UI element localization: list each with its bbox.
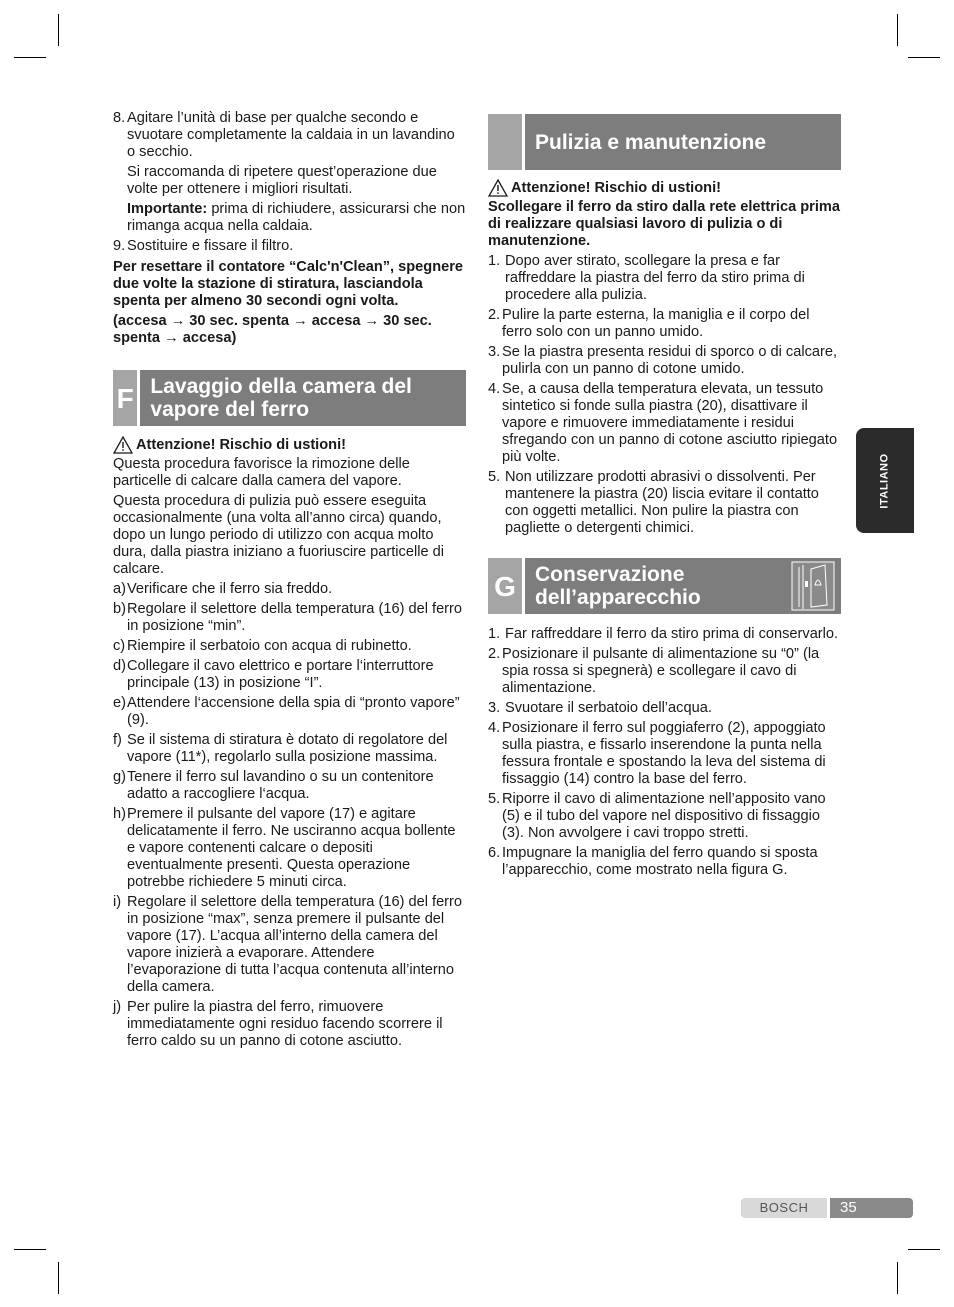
list-item: h) Premere il pulsante del vapore (17) e agitare delicatamente il ferro. Ne usciranno acqua bollente e vapore contenenti calcare o depositi eventualmente presenti. Questa operazione potrebbe richiedere 5 minuti circa. bbox=[113, 806, 456, 890]
list-item: 2. Posizionare il pulsante di alimentazione su “0” (la spia rossa si spegnerà) e scollegare il cavo di alimentazione. bbox=[488, 646, 820, 696]
left-column bbox=[113, 110, 466, 1053]
list-item: 1. Far raffreddare il ferro da stiro prima di conservarlo. bbox=[488, 626, 839, 642]
crop-mark bbox=[897, 1262, 898, 1294]
list-item: 5. Riporre il cavo di alimentazione nell’apposito vano (5) e il tubo del vapore nel dispositivo di fissaggio (3). Non avvolgere i cavi troppo stretti. bbox=[488, 791, 826, 841]
unplug-warning: Scollegare il ferro da stiro dalla rete elettrica prima di realizzare qualsiasi lavoro di pulizia o di manutenzione. bbox=[488, 199, 841, 249]
crop-mark bbox=[14, 57, 46, 58]
list-item: 1. Dopo aver stirato, scollegare la presa e far raffreddare la piastra del ferro da stiro prima di procedere alla pulizia. bbox=[488, 253, 805, 303]
list-item: 5. Non utilizzare prodotti abrasivi o dissolventi. Per mantenere la piastra (20) liscia evitare il contatto con oggetti metallici. Non pulire la piastra con pagliette o detergenti chimici. bbox=[488, 469, 819, 536]
language-tab bbox=[856, 428, 914, 533]
crop-mark bbox=[58, 14, 59, 46]
list-item: 4. Posizionare il ferro sul poggiaferro (2), appoggiato sulla piastra, e fissarlo inserendone la punta nella fessura frontale e spostando la leva del sistema di fissaggio (14) contro la base del ferro. bbox=[488, 720, 826, 787]
right-column bbox=[488, 114, 841, 882]
warning-icon bbox=[113, 436, 133, 454]
list-item: 9. Sostituire e fissare il filtro. bbox=[113, 238, 294, 254]
section-letter-blank bbox=[488, 114, 525, 170]
page-number: 35 bbox=[830, 1198, 913, 1218]
intro-text: Questa procedura favorisce la rimozione delle particelle di calcare dalla camera del vapore. bbox=[113, 456, 410, 489]
list-item: 8. Agitare l’unità di base per qualche secondo e svuotare completamente la caldaia in un lavandino o secchio. bbox=[113, 110, 455, 160]
footer-brand: BOSCH bbox=[741, 1198, 827, 1218]
list-item: i) Regolare il selettore della temperatura (16) del ferro in posizione “max”, senza premere il pulsante del vapore (17). L’acqua all’interno della camera del vapore inizierà a evaporare. Attendere l’evaporazione di tutta l’acqua contenuta all’interno della camera. bbox=[113, 894, 463, 995]
intro-text: Questa procedura di pulizia può essere eseguita occasionalmente (una volta all’anno circa) quando, dopo un lungo periodo di utilizzo con acqua molto dura, dalla piastra iniziano a fuoriuscire particelle di calcare. bbox=[113, 493, 444, 577]
crop-mark bbox=[58, 1262, 59, 1294]
note-text: Si raccomanda di ripetere quest’operazione due volte per ottenere i migliori risultati. bbox=[127, 164, 437, 197]
list-item: f) Se il sistema di stiratura è dotato di regolatore del vapore (11*), regolarlo sulla posizione massima. bbox=[113, 732, 448, 765]
reset-sequence: (accesa → 30 sec. spenta → accesa → 30 sec. spenta → accesa) bbox=[113, 313, 432, 346]
crop-mark bbox=[897, 14, 898, 46]
section-letter: F bbox=[113, 370, 140, 426]
section-title: Conservazione dell’apparecchio bbox=[535, 563, 701, 609]
list-item: a) Verificare che il ferro sia freddo. bbox=[113, 581, 333, 597]
crop-mark bbox=[14, 1249, 46, 1250]
storage-figure-icon bbox=[791, 558, 835, 614]
list-item: c) Riempire il serbatoio con acqua di rubinetto. bbox=[113, 638, 412, 654]
section-title: Lavaggio della camera del vapore del ferro bbox=[150, 375, 412, 421]
warning-icon bbox=[488, 179, 508, 197]
warning: Attenzione! Rischio di ustioni! bbox=[113, 436, 466, 454]
list-item: b) Regolare il selettore della temperatura (16) del ferro in posizione “min”. bbox=[113, 601, 463, 634]
crop-mark bbox=[908, 57, 940, 58]
section-title: Pulizia e manutenzione bbox=[535, 130, 767, 154]
section-letter: G bbox=[488, 558, 525, 614]
list-item: 2. Pulire la parte esterna, la maniglia e il corpo del ferro solo con un panno umido. bbox=[488, 307, 810, 340]
list-item: 6. Impugnare la maniglia del ferro quando si sposta l’apparecchio, come mostrato nella figura G. bbox=[488, 845, 818, 878]
section-cleaning-header bbox=[488, 114, 841, 170]
list-item: j) Per pulire la piastra del ferro, rimuovere immediatamente ogni residuo facendo scorrere il ferro caldo su un panno di cotone asciutto. bbox=[113, 999, 443, 1049]
list-item: 3. Se la piastra presenta residui di sporco o di calcare, pulirla con un panno di cotone umido. bbox=[488, 344, 838, 377]
warning: Attenzione! Rischio di ustioni! bbox=[488, 179, 841, 197]
important-note: Importante: prima di richiudere, assicurarsi che non rimanga acqua nella caldaia. bbox=[127, 201, 466, 234]
reset-instructions: Per resettare il contatore “Calc'n'Clean”, spegnere due volte la stazione di stiratura, lasciandola spenta per almeno 30 secondi ogni volta. bbox=[113, 259, 464, 309]
section-f-header bbox=[113, 370, 466, 426]
list-item: d) Collegare il cavo elettrico e portare l‘interruttore principale (13) in posizione “I”. bbox=[113, 658, 434, 691]
list-item: g) Tenere il ferro sul lavandino o su un contenitore adatto a raccogliere l‘acqua. bbox=[113, 769, 434, 802]
list-item: 4. Se, a causa della temperatura elevata, un tessuto sintetico si fonde sulla piastra (20), disattivare il vapore e rimuovere immediatamente i residui sfregando con un panno di cotone asciutto ripiegato più volte. bbox=[488, 381, 838, 465]
list-item: e) Attendere l‘accensione della spia di “pronto vapore” (9). bbox=[113, 695, 460, 728]
section-g-header bbox=[488, 558, 841, 614]
list-item: 3. Svuotare il serbatoio dell’acqua. bbox=[488, 700, 712, 716]
language-label: ITALIANO bbox=[878, 452, 891, 509]
crop-mark bbox=[908, 1249, 940, 1250]
